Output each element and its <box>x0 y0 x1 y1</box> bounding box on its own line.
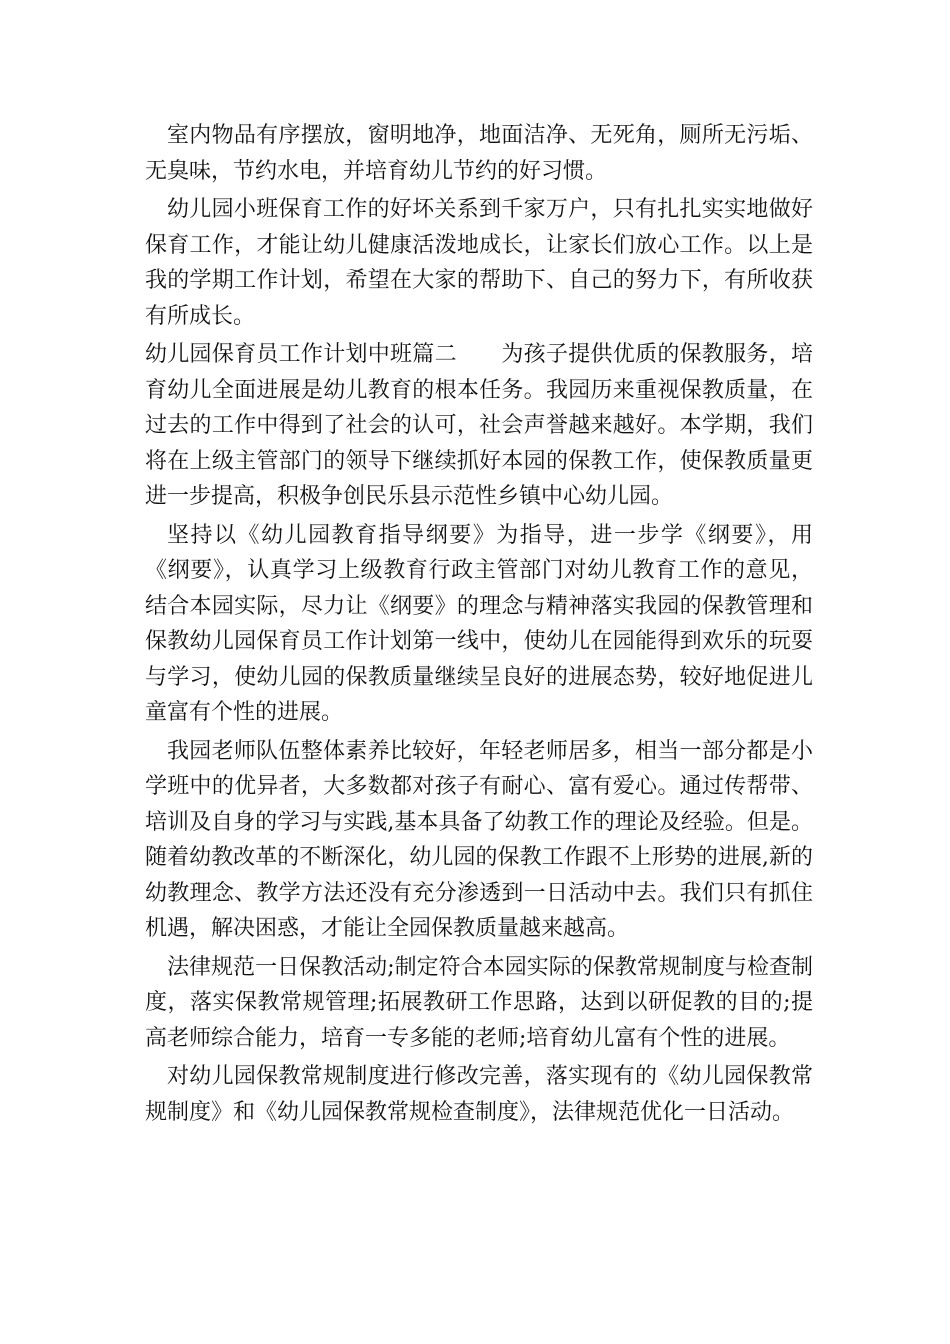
paragraph-1: 室内物品有序摆放，窗明地净，地面洁净、无死角，厕所无污垢、无臭味，节约水电，并培育幼儿节约的好习惯。 <box>145 123 813 184</box>
paragraph-4: 坚持以《幼儿园教育指导纲要》为指导，进一步学《纲要》，用《纲要》，认真学习上级教育行政主管部门对幼儿教育工作的意见，结合本园实际，尽力让《纲要》的理念与精神落实我园的保教管理和保教幼儿园保育员工作计划第一线中，使幼儿在园能得到欢乐的玩耍与学习，使幼儿园的保教质量继续呈良好的进展态势，较好地促进儿童富有个性的进展。 <box>145 522 813 725</box>
paragraph-3: 幼儿园保育员工作计划中班篇二 为孩子提供优质的保教服务，培育幼儿全面进展是幼儿教育的根本任务。我园历来重视保教质量，在过去的工作中得到了社会的认可，社会声誉越来越好。本学期，我们将在上级主管部门的领导下继续抓好本园的保教工作，使保教质量更进一步提高，积极争创民乐县示范性乡镇中心幼儿园。 <box>145 342 813 509</box>
paragraph-5: 我园老师队伍整体素养比较好，年轻老师居多，相当一部分都是小学班中的优异者，大多数都对孩子有耐心、富有爱心。通过传帮带、培训及自身的学习与实践,基本具备了幼教工作的理论及经验。但是。随着幼教改革的不断深化，幼儿园的保教工作跟不上形势的进展,新的幼教理念、教学方法还没有充分渗透到一日活动中去。我们只有抓住机遇，解决困惑，才能让全园保教质量越来越高。 <box>145 738 813 941</box>
document-body <box>145 118 813 1133</box>
paragraph-7: 对幼儿园保教常规制度进行修改完善，落实现有的《幼儿园保教常规制度》和《幼儿园保教常规检查制度》，法律规范优化一日活动。 <box>145 1064 813 1125</box>
paragraph-6: 法律规范一日保教活动;制定符合本园实际的保教常规制度与检查制度，落实保教常规管理;拓展教研工作思路，达到以研促教的目的;提高老师综合能力，培育一专多能的老师;培育幼儿富有个性的进展。 <box>145 954 813 1051</box>
paragraph-2: 幼儿园小班保育工作的好坏关系到千家万户，只有扎扎实实地做好保育工作，才能让幼儿健康活泼地成长，让家长们放心工作。以上是我的学期工作计划，希望在大家的帮助下、自己的努力下，有所收获有所成长。 <box>145 197 813 329</box>
